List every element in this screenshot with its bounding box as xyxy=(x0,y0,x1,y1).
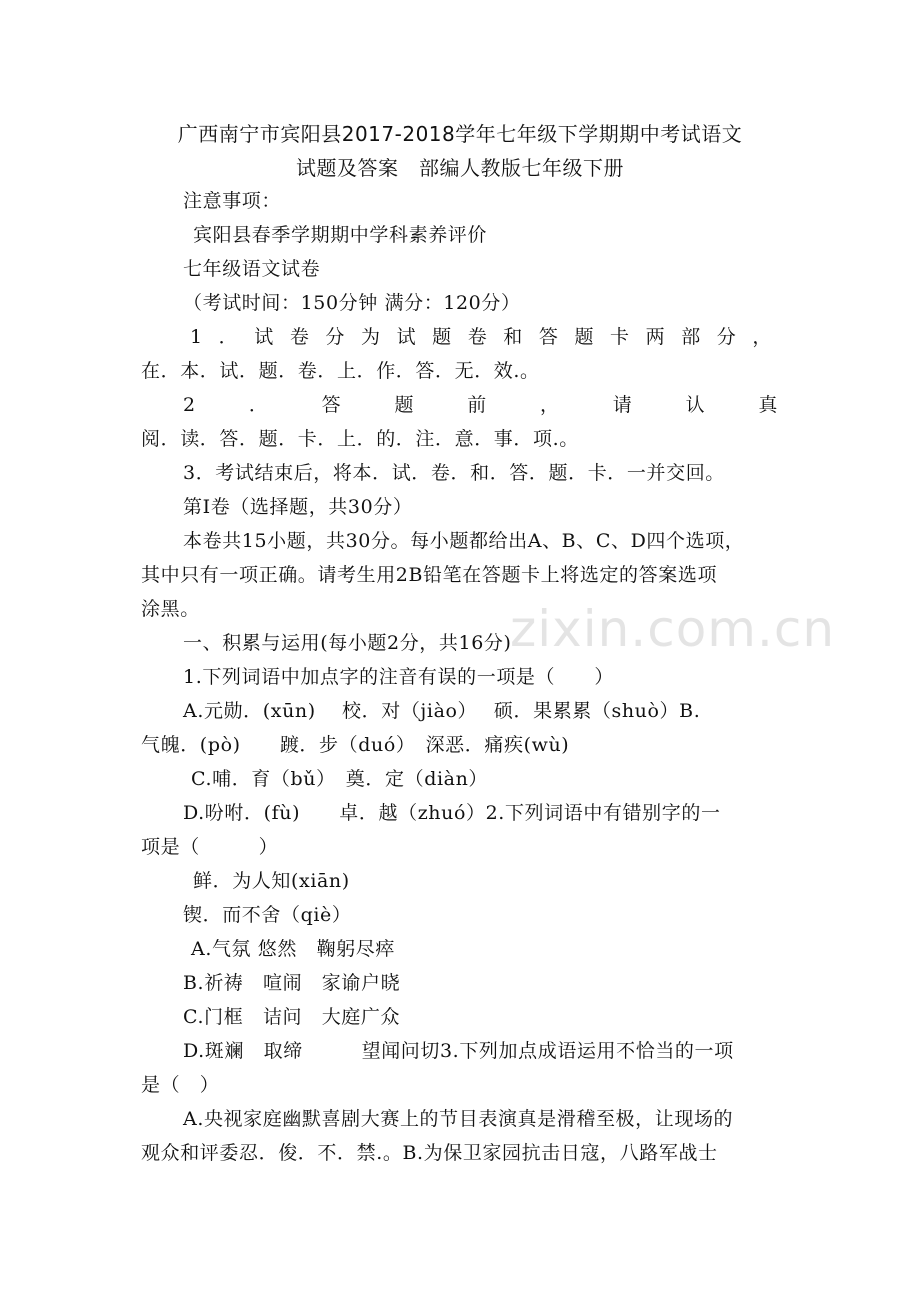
question-2-stem-continued: 项是（ ） xyxy=(141,836,279,858)
notice-heading: 注意事项： xyxy=(183,190,282,212)
spread-char: 试 xyxy=(396,326,417,348)
spread-char: ， xyxy=(540,394,560,416)
spread-char: 和 xyxy=(503,326,523,348)
spread-char: 真 xyxy=(758,394,778,416)
question-2-option-d: D.斑斓 取缔 望闻问切3.下列加点成语运用不恰当的一项 xyxy=(183,1040,734,1062)
notice-item-2-spread xyxy=(183,392,778,418)
question-2-option-a: A.气氛 悠然 鞠躬尽瘁 xyxy=(191,938,396,960)
section-1-instructions-line-2: 其中只有一项正确。请考生用2B铅笔在答题卡上将选定的答案选项 xyxy=(141,564,718,586)
notice-item-3: 3．考试结束后，将本．试．卷．和．答．题．卡．一并交回。 xyxy=(183,462,725,484)
spread-char: ． xyxy=(248,394,269,416)
question-2-option-c: C.门框 诘问 大庭广众 xyxy=(183,1006,401,1028)
section-1-instructions-line-1: 本卷共15小题，共30分。每小题都给出A、B、C、D四个选项， xyxy=(183,530,745,552)
notice-item-2-continued: 阅．读．答．题．卡．上．的．注．意．事．项.。 xyxy=(141,428,579,450)
exam-time-line: （考试时间：150分钟 满分：120分） xyxy=(183,292,521,314)
question-1-option-a: A.元勋．(xūn) 校．对（jiào） 硕．果累累（shuò）B. xyxy=(183,700,701,722)
question-1-option-c: C.哺．育（bǔ） 奠．定（diàn） xyxy=(191,768,489,790)
question-1-stem: 1.下列词语中加点字的注音有误的一项是（ ） xyxy=(183,666,614,688)
spread-char: 题 xyxy=(432,326,452,348)
notice-item-1-continued: 在．本．试．题．卷．上．作．答．无．效.。 xyxy=(141,360,540,382)
question-1-extra-line-1: 鲜．为人知(xiān) xyxy=(193,870,350,892)
spread-char: 请 xyxy=(612,394,633,416)
question-2-option-b: B.祈祷 喧闹 家谕户晓 xyxy=(183,972,401,994)
document-title-line-2: 试题及答案 部编人教版七年级下册 xyxy=(296,156,624,180)
exam-paper-title: 七年级语文试卷 xyxy=(183,258,321,280)
part-1-heading: 一、积累与运用(每小题2分，共16分) xyxy=(183,632,512,654)
spread-char: 答 xyxy=(321,394,342,416)
question-3-option-a-line-1: A.央视家庭幽默喜剧大赛上的节目表演真是滑稽至极，让现场的 xyxy=(183,1108,734,1130)
notice-item-1-spread xyxy=(190,324,772,350)
question-3-option-a-line-2: 观众和评委忍．俊．不．禁.。B.为保卫家园抗击日寇，八路军战士 xyxy=(141,1142,718,1164)
spread-char: 答 xyxy=(538,326,559,348)
spread-char: 2 xyxy=(183,394,196,416)
question-1-option-b: 气魄．(pò) 踱．步（duó） 深恶．痛疾(wù) xyxy=(141,734,570,756)
spread-char: 题 xyxy=(574,326,595,348)
question-1-option-d: D.吩咐．(fù) 卓．越（zhuó）2.下列词语中有错别字的一 xyxy=(183,802,721,824)
spread-char: 1 xyxy=(190,326,203,348)
spread-char: ， xyxy=(752,326,772,348)
section-1-instructions-line-3: 涂黑。 xyxy=(141,598,200,620)
spread-char: 为 xyxy=(360,326,381,348)
section-1-heading: 第Ⅰ卷（选择题，共30分） xyxy=(183,496,413,518)
document-title-line-1: 广西南宁市宾阳县2017-2018学年七年级下学期期中考试语文 xyxy=(177,122,743,146)
spread-char: 题 xyxy=(394,394,415,416)
spread-char: 前 xyxy=(467,394,487,416)
site-watermark: zixin.com.cn xyxy=(510,600,836,658)
spread-char: 分 xyxy=(325,326,346,348)
spread-char: 认 xyxy=(685,394,706,416)
spread-char: 卷 xyxy=(289,326,310,348)
spread-char: 卷 xyxy=(467,326,488,348)
spread-char: 两 xyxy=(645,326,666,348)
spread-char: 部 xyxy=(681,326,701,348)
spread-char: 试 xyxy=(254,326,274,348)
exam-school-line: 宾阳县春季学期期中学科素养评价 xyxy=(193,224,488,246)
spread-char: 卡 xyxy=(610,326,630,348)
question-3-stem-continued: 是（ ） xyxy=(141,1074,220,1096)
spread-char: 分 xyxy=(716,326,737,348)
question-1-extra-line-2: 锲．而不舍（qiè） xyxy=(183,904,352,926)
spread-char: ． xyxy=(218,326,239,348)
